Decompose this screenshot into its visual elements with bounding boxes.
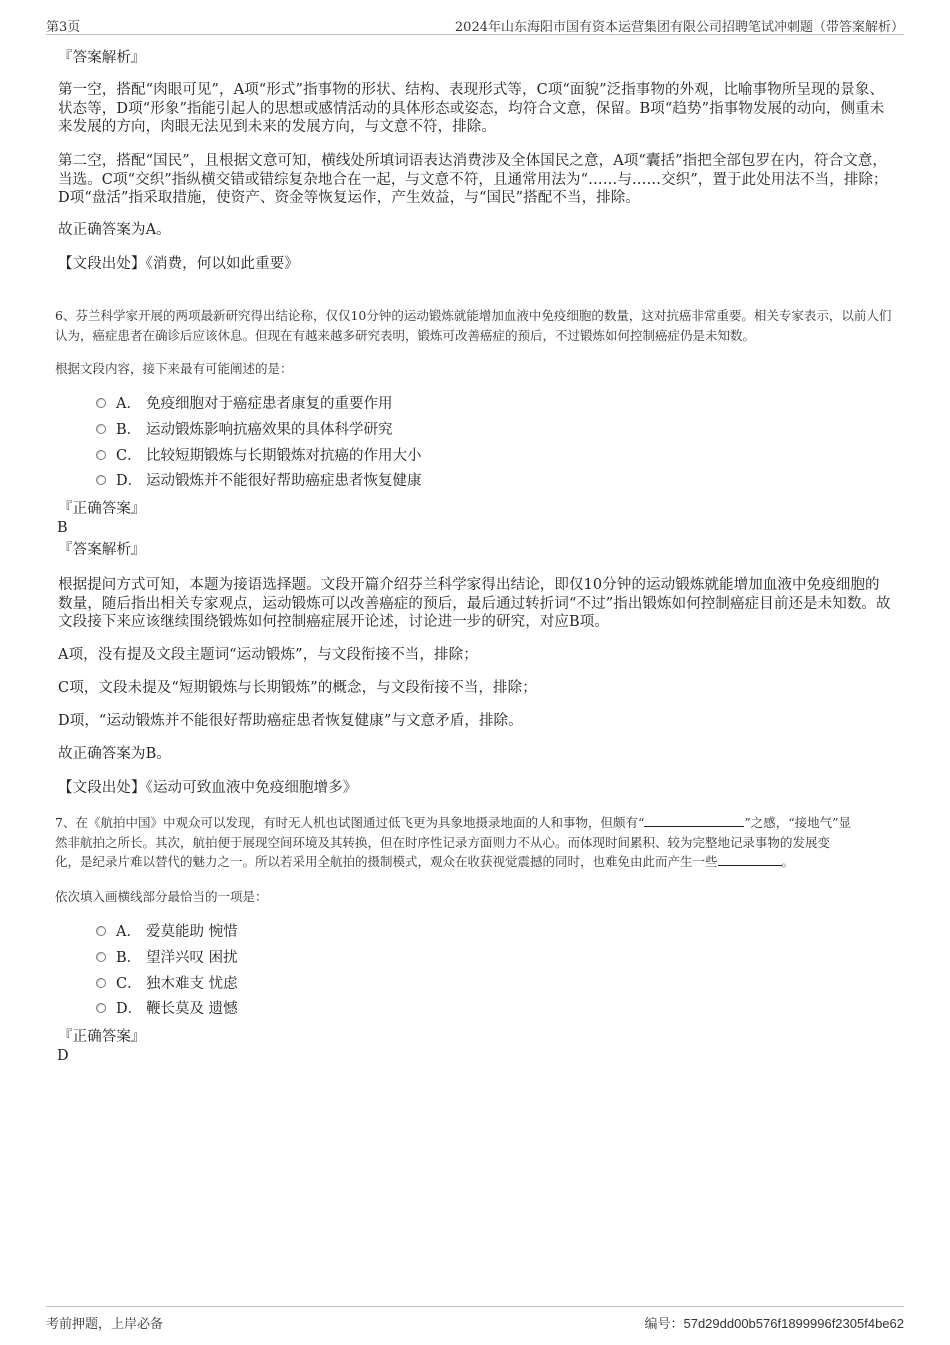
question-7-option-a[interactable]: A． 爱莫能助 惋惜 bbox=[96, 922, 238, 942]
question-6-option-b[interactable]: B． 运动锻炼影响抗癌效果的具体科学研究 bbox=[96, 420, 393, 440]
document-code: 编号：57d29dd00b576f1899996f2305f4be62 bbox=[644, 1316, 904, 1332]
question-7-stem: 7、在《航拍中国》中观众可以发现，有时无人机也试图通过低飞更为具象地摄录地面的人和事物，但颇有“ ”之感，“接地气”显 然非航拍之所长。其次，航拍便于展现空间环境及其转换，但在时序性记录方面则力不从心。而体现时间累积、较为完整地记录事物的发展变 化，是纪录片难以替代的魅力之一。所以若采用全航拍的摄制模式，观众在收获视觉震撼的同时，也难免由此而产生一些 。 bbox=[55, 815, 852, 869]
page-footer bbox=[46, 1306, 904, 1331]
correct-answer-label: 『正确答案』 bbox=[58, 501, 146, 517]
question-6-prompt: 根据文段内容，接下来最有可能阐述的是： bbox=[55, 361, 293, 376]
radio-button-icon[interactable] bbox=[96, 398, 106, 408]
fill-blank-2[interactable] bbox=[718, 853, 782, 866]
correct-answer: D bbox=[57, 1048, 69, 1064]
radio-button-icon[interactable] bbox=[96, 952, 106, 962]
analysis-paragraph-2: 第二空，搭配“国民”，且根据文意可知，横线处所填词语表达消费涉及全体国民之意，A项“囊括”指把全部包罗在内，符合文意，当选。C项“交织”指纵横交错或错综复杂地合在一起，与文意不符，且通常用法为“……与……交织”，置于此处用法不当，排除；D项“盘活”指采取措施，使资产、资金等恢复运作，产生效益，与“国民”搭配不当，排除。 bbox=[58, 153, 888, 206]
document-title: 2024年山东海阳市国有资本运营集团有限公司招聘笔试冲刺题（带答案解析） bbox=[454, 20, 904, 35]
radio-button-icon[interactable] bbox=[96, 978, 106, 988]
page-number: 第3页 bbox=[46, 20, 81, 35]
fill-blank-1[interactable] bbox=[644, 814, 744, 827]
radio-button-icon[interactable] bbox=[96, 475, 106, 485]
passage-source: 【文段出处】《运动可致血液中免疫细胞增多》 bbox=[58, 780, 358, 796]
question-7-option-c[interactable]: C． 独木难支 忧虑 bbox=[96, 974, 238, 994]
radio-button-icon[interactable] bbox=[96, 450, 106, 460]
question-6-option-a[interactable]: A． 免疫细胞对于癌症患者康复的重要作用 bbox=[96, 394, 393, 414]
radio-button-icon[interactable] bbox=[96, 926, 106, 936]
analysis-option-c: C项，文段未提及“短期锻炼与长期锻炼”的概念，与文段衔接不当，排除； bbox=[58, 680, 537, 696]
correct-answer: B bbox=[57, 520, 68, 536]
question-6-option-d[interactable]: D． 运动锻炼并不能很好帮助癌症患者恢复健康 bbox=[96, 471, 422, 491]
analysis-option-a: A项，没有提及文段主题词“运动锻炼”，与文段衔接不当，排除； bbox=[58, 647, 478, 663]
analysis-label: 『答案解析』 bbox=[58, 50, 146, 66]
analysis-label: 『答案解析』 bbox=[58, 542, 146, 558]
analysis-conclusion: 故正确答案为A。 bbox=[58, 222, 171, 238]
correct-answer-label: 『正确答案』 bbox=[58, 1029, 146, 1045]
radio-button-icon[interactable] bbox=[96, 424, 106, 434]
question-6-option-c[interactable]: C． 比较短期锻炼与长期锻炼对抗癌的作用大小 bbox=[96, 446, 422, 466]
analysis-conclusion: 故正确答案为B。 bbox=[58, 746, 171, 762]
analysis-paragraph: 根据提问方式可知，本题为接语选择题。文段开篇介绍芬兰科学家得出结论，即仅10分钟的运动锻炼就能增加血液中免疫细胞的数量，随后指出相关专家观点，运动锻炼可以改善癌症的预后，最后通过转折词“不过”指出锻炼如何控制癌症目前还是未知数。故文段接下来应该继续围绕锻炼如何控制癌症展开论述，讨论进一步的研究，对应B项。 bbox=[58, 577, 891, 630]
page-header bbox=[46, 14, 904, 35]
question-7-prompt: 依次填入画横线部分最恰当的一项是： bbox=[55, 889, 268, 904]
footer-slogan: 考前押题，上岸必备 bbox=[46, 1317, 164, 1332]
analysis-paragraph-1: 第一空，搭配“肉眼可见”，A项“形式”指事物的形状、结构、表现形式等，C项“面貌”泛指事物的外观，比喻事物所呈现的景象、状态等，D项“形象”指能引起人的思想或感情活动的具体形态或姿态，均符合文意，保留。B项“趋势”指事物发展的动向，侧重未来发展的方向，肉眼无法见到未来的发展方向，与文意不符，排除。 bbox=[58, 82, 885, 135]
passage-source: 【文段出处】《消费，何以如此重要》 bbox=[58, 256, 299, 272]
radio-button-icon[interactable] bbox=[96, 1003, 106, 1013]
question-7-option-d[interactable]: D． 鞭长莫及 遗憾 bbox=[96, 999, 238, 1019]
analysis-option-d: D项，“运动锻炼并不能很好帮助癌症患者恢复健康”与文意矛盾，排除。 bbox=[58, 713, 523, 729]
question-7-option-b[interactable]: B． 望洋兴叹 困扰 bbox=[96, 948, 238, 968]
question-6-stem: 6、芬兰科学家开展的两项最新研究得出结论称，仅仅10分钟的运动锻炼就能增加血液中免疫细胞的数量，这对抗癌非常重要。相关专家表示，以前人们认为，癌症患者在确诊后应该休息。但现在有越来越多研究表明，锻炼可改善癌症的预后，不过锻炼如何控制癌症仍是未知数。 bbox=[55, 308, 892, 343]
